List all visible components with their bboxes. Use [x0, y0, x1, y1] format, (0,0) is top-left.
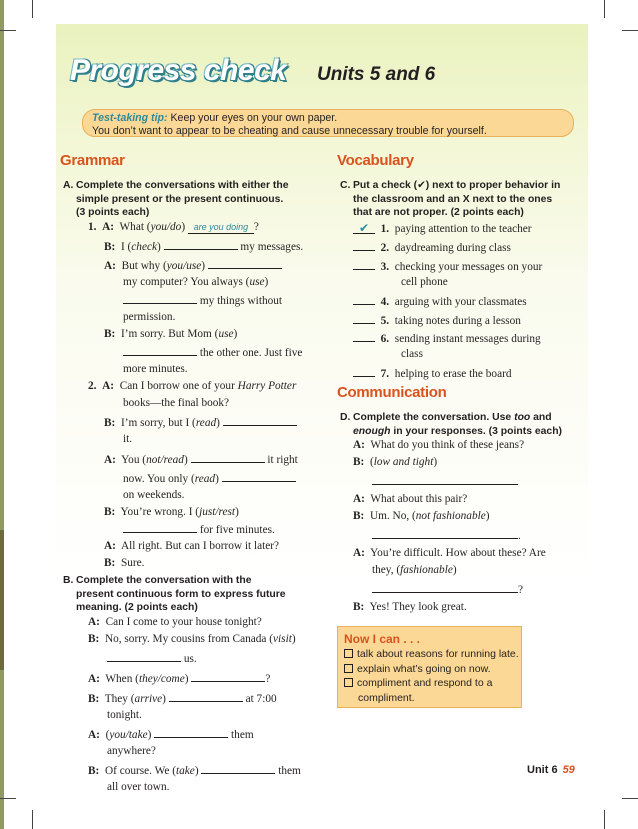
answer-blank[interactable] — [123, 345, 197, 356]
item-number: 1. — [380, 223, 390, 235]
exercise-line: . — [372, 528, 521, 544]
instruction-line: present continuous form to express future — [76, 588, 286, 600]
answer-blank[interactable] — [372, 474, 518, 485]
section-d-letter: D. — [340, 412, 351, 423]
check-blank[interactable] — [353, 240, 375, 251]
page-number: 59 — [562, 764, 575, 776]
answer-blank[interactable] — [191, 452, 265, 463]
exercise-line: B: Yes! They look great. — [353, 601, 467, 613]
vocab-item — [353, 222, 532, 237]
exercise-line: B: I’m sorry, but I (read) — [104, 415, 297, 431]
exercise-line: A: But why (you/use) — [104, 258, 282, 274]
exercise-line: A: Can I come to your house tonight? — [88, 616, 262, 628]
vocab-item — [353, 313, 521, 329]
exercise-line: 1. A: What (you/do) are you doing ? — [88, 221, 259, 233]
crop-mark — [622, 798, 638, 799]
crop-mark — [622, 30, 638, 31]
instruction-line: simple present or the present continuous. — [76, 193, 284, 205]
page-subtitle: Units 5 and 6 — [317, 64, 436, 85]
answer-blank[interactable] — [191, 671, 265, 682]
exercise-line: B: I’m sorry. But Mom (use) — [104, 328, 238, 340]
answer-blank[interactable] — [222, 471, 296, 482]
communication-heading: Communication — [337, 384, 447, 401]
now-i-can-item: talk about reasons for running late. — [344, 647, 521, 661]
item-number: 5. — [380, 315, 390, 327]
exercise-line: more minutes. — [123, 363, 188, 375]
exercise-line: now. You only (read) — [123, 471, 296, 487]
crop-mark — [604, 810, 605, 829]
unit-label: Unit 6 — [527, 764, 558, 776]
item-text: helping to erase the board — [394, 368, 512, 380]
instruction-line: Complete the conversation with the — [76, 575, 252, 586]
test-taking-tip — [82, 109, 574, 137]
check-blank[interactable] — [353, 366, 375, 377]
answer-blank[interactable] — [201, 763, 275, 774]
exercise-line: A: You (not/read) it right — [104, 454, 298, 466]
answer-blank[interactable] — [164, 239, 238, 250]
section-a-instructions — [63, 179, 316, 220]
now-i-can-item: compliment and respond to a — [344, 676, 521, 690]
section-d-instructions — [340, 411, 583, 438]
exercise-line: A: What about this pair? — [353, 493, 468, 505]
page-header — [56, 54, 588, 94]
exercise-line: A: You’re difficult. How about these? Are — [353, 547, 546, 559]
exercise-line: B: They (arrive) at 7:00 — [88, 693, 277, 705]
answer-blank[interactable] — [372, 528, 518, 539]
now-i-can-box — [337, 626, 522, 708]
item-text: taking notes during a lesson — [394, 315, 521, 327]
exercise-line: A: When (they/come) ? — [88, 673, 271, 685]
exercise-line: B: Of course. We (take) them — [88, 765, 301, 777]
instruction-line: Put a check (✔) next to proper behavior in — [353, 180, 561, 191]
vocab-item — [353, 366, 512, 382]
exercise-line: books—the final book? — [123, 397, 230, 409]
vocab-item-continued: cell phone — [401, 276, 448, 288]
vocab-item — [353, 240, 511, 256]
exercise-line: B: (low and tight) — [353, 456, 438, 468]
exercise-line: ? — [372, 582, 523, 598]
vocabulary-heading: Vocabulary — [337, 152, 414, 169]
vocab-item — [353, 259, 542, 275]
instruction-line: meaning. (2 points each) — [76, 602, 198, 614]
instruction-line: the classroom and an X next to the ones — [353, 193, 553, 205]
exercise-line: B: I (check) my messages. — [104, 241, 304, 253]
exercise-line: all over town. — [107, 781, 170, 793]
check-blank[interactable] — [353, 294, 375, 305]
exercise-line: B: Um. No, (not fashionable) — [353, 510, 490, 522]
section-b-letter: B. — [63, 575, 74, 586]
exercise-line: A: What do you think of these jeans? — [353, 439, 525, 451]
item-number: 7. — [380, 368, 390, 380]
exercise-line: on weekends. — [123, 489, 185, 501]
instruction-line: Complete the conversations with either the — [76, 180, 289, 191]
vocab-item — [353, 294, 527, 310]
now-i-can-heading: Now I can . . . — [344, 632, 421, 646]
answer-blank[interactable] — [169, 691, 243, 702]
checkbox-icon[interactable] — [344, 678, 353, 687]
example-answer: are you doing — [188, 222, 254, 234]
answer-blank[interactable] — [223, 415, 297, 426]
exercise-line: for five minutes. — [123, 522, 275, 538]
answer-blank[interactable] — [154, 727, 228, 738]
grammar-heading: Grammar — [60, 152, 125, 169]
item-number: 4. — [380, 296, 390, 308]
vocab-item-continued: class — [401, 348, 423, 360]
exercise-line: my things without — [123, 293, 282, 309]
tip-line-2: You don’t want to appear to be cheating and cause unnecessary trouble for yourself. — [92, 125, 487, 137]
item-text: paying attention to the teacher — [394, 223, 532, 235]
crop-mark — [32, 0, 33, 18]
checkbox-icon[interactable] — [344, 649, 353, 658]
exercise-line: A: (you/take) them — [88, 729, 254, 741]
left-edge-photo-strip — [0, 530, 4, 670]
instruction-line: that are not proper. (2 points each) — [353, 207, 524, 219]
crop-mark — [0, 30, 16, 31]
instruction-line: (3 points each) — [76, 207, 150, 219]
left-edge-strip — [0, 0, 4, 829]
item-text: checking your messages on your — [394, 261, 543, 273]
crop-mark — [32, 810, 33, 829]
check-blank[interactable] — [353, 331, 375, 342]
item-number: 3. — [380, 261, 390, 273]
exercise-line: us. — [107, 651, 197, 667]
answer-blank[interactable] — [123, 293, 197, 304]
page-footer — [527, 764, 575, 776]
worksheet-page — [56, 24, 588, 793]
exercise-line: B: Sure. — [104, 557, 145, 569]
answer-blank[interactable] — [208, 258, 282, 269]
now-i-can-item-continued: compliment. — [358, 691, 415, 704]
exercise-line: 2. A: Can I borrow one of your Harry Potter — [88, 380, 297, 392]
answer-blank[interactable] — [123, 522, 197, 533]
checkbox-icon[interactable] — [344, 664, 353, 673]
exercise-line: my computer? You always (use) — [123, 276, 269, 288]
tip-label: Test-taking tip: — [92, 112, 168, 124]
answer-blank[interactable] — [372, 582, 518, 593]
exercise-line: B: No, sorry. My cousins from Canada (visit) — [88, 633, 296, 645]
item-text: sending instant messages during — [394, 333, 541, 345]
check-blank[interactable] — [353, 259, 375, 270]
exercise-line: anywhere? — [107, 745, 156, 757]
exercise-line: it. — [123, 433, 133, 445]
section-b-instructions — [63, 574, 316, 615]
exercise-line: permission. — [123, 311, 176, 323]
vocab-item — [353, 331, 541, 347]
exercise-line: A: All right. But can I borrow it later? — [104, 540, 280, 552]
check-blank[interactable]: ✔ — [353, 223, 375, 234]
item-text: daydreaming during class — [394, 242, 511, 254]
exercise-line: B: You’re wrong. I (just/rest) — [104, 506, 239, 518]
item-number: 6. — [380, 333, 390, 345]
exercise-line: the other one. Just five — [123, 345, 302, 361]
section-c-letter: C. — [340, 180, 351, 191]
section-a-letter: A. — [63, 180, 74, 191]
answer-blank[interactable] — [107, 651, 181, 662]
item-text: arguing with your classmates — [394, 296, 527, 308]
page-title: Progress check — [70, 54, 287, 87]
item-number: 2. — [380, 242, 390, 254]
instruction-line: Complete the conversation. Use too and — [353, 412, 552, 423]
exercise-line — [372, 474, 518, 490]
instruction-line: enough in your responses. (3 points each) — [353, 425, 563, 437]
section-c-instructions — [340, 179, 583, 220]
crop-mark — [0, 798, 16, 799]
exercise-line: they, (fashionable) — [372, 564, 457, 576]
crop-mark — [604, 0, 605, 18]
exercise-line: tonight. — [107, 709, 142, 721]
now-i-can-item: explain what’s going on now. — [344, 662, 521, 676]
tip-line-1: Keep your eyes on your own paper. — [170, 112, 338, 124]
check-blank[interactable] — [353, 313, 375, 324]
